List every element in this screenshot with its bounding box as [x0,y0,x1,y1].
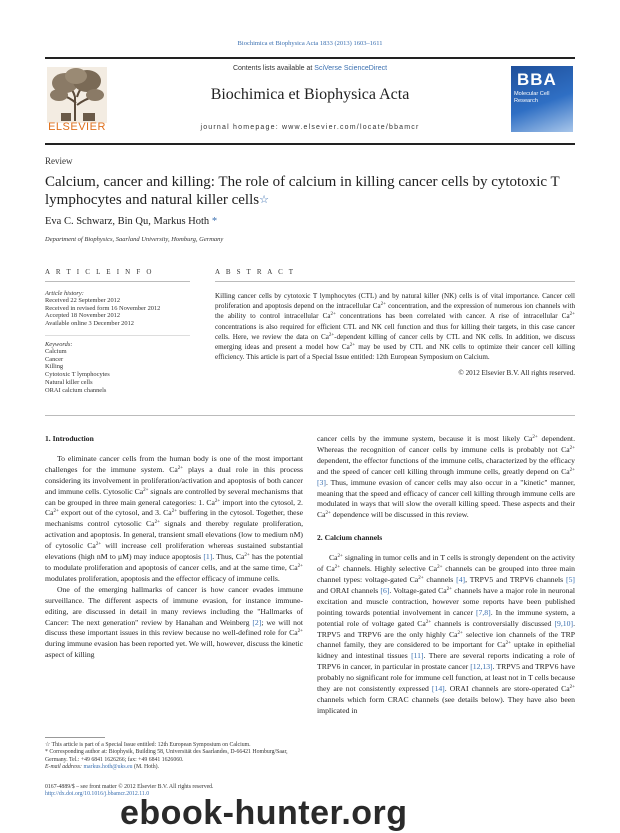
sciencedirect-link[interactable]: SciVerse ScienceDirect [314,65,388,72]
contents-line [120,65,500,72]
footnote-rule [45,737,105,738]
special-issue-note: This article is part of a Special Issue entitled: 12th European Symposium on Calcium. [51,742,251,748]
elsevier-wordmark: ELSEVIER [48,121,106,133]
title-footnote-mark[interactable]: ☆ [259,194,269,206]
header-bottom-rule [45,143,575,145]
history-received: Received 22 September 2012 [45,297,121,304]
keyword-item: Calcium [45,348,67,355]
article-type: Review [45,156,73,166]
email-suffix: (M. Hoth). [132,764,159,771]
doi-link[interactable]: http://dx.doi.org/10.1016/j.bbamcr.2012.11.0 [45,791,150,798]
keyword-item: Cancer [45,355,64,363]
cover-subtitle: Molecular Cell Research [514,91,550,104]
footnote-star-mark: ☆ [45,742,51,748]
history-online: Available online 3 December 2012 [45,320,134,328]
cover-title: BBA [517,70,557,89]
issn-line: 0167-4889/$ – see front matter © 2012 Elsevier B.V. All rights reserved. [45,784,214,790]
keyword-item: Killing [45,363,64,371]
authors-text: Eva C. Schwarz, Bin Qu, Markus Hoth [45,216,210,227]
special-issue-footnote [45,742,305,749]
journal-citation[interactable]: Biochimica et Biophysica Acta 1833 (2013) 1603–1611 [237,40,383,47]
keyword-item: Natural killer cells [45,378,93,386]
corresponding-author-mark[interactable]: * [211,216,218,227]
history-revised: Received in revised form 16 November 2012 [45,304,161,312]
article-info-heading: A R T I C L E I N F O [45,268,154,276]
keyword-item: Cytotoxic T lymphocytes [45,371,110,379]
keyword-item: ORAI calcium channels [45,386,107,394]
watermark-text: ebook-hunter.org [120,794,408,832]
corresponding-footnote [45,749,305,764]
channels-paragraph-1: $Ca^{2+}$ signaling in tumor cells and in T cells is strongly dependent on the activity of $Ca^{2+}$ channels. Highly selective $Ca^{2+}$ channels can be grouped into three main channel types: voltage-gated $Ca^{2+}$ channels [4], TRPV5 and TRPV6 channels [5] and ORAI channels [6]. Voltage-gated $Ca^{2+}$ channels have a major role in neuronal excitation and muscle contraction, however some reports have been published pointing towards potential involvement in cancer [7,8]. In the immune system, a potential role of voltage gated $Ca^{2+}$ channels is controversially discussed [9,10]. TRPV5 and TRPV6 are the only highly $Ca^{2+}$ selective ion channels of the TRP channel family, they are considered to be important for $Ca^{2+}$ uptake in epithelial kidney and intestinal tissues [11]. There are several reports indicating a role of TRPV6 in cancer, in particular in prostate cancer [12,13]. TRPV5 and TRPV6 have probably no significant role for immune cell function, at least not in T cells because they are not consistently expressed [14]. ORAI channels are store-operated $Ca^{2+}$ channels which form CRAC channels (see details below). They have also been implicated in [317,553,576,715]
keywords-block [45,341,190,394]
section-heading-introduction: 1. Introduction [45,434,94,443]
header-top-rule [45,57,575,59]
history-accepted: Accepted 18 November 2012 [45,312,121,320]
author-list [45,216,217,227]
abstract-heading: A B S T R A C T [215,268,296,276]
history-label: Article history: [45,290,84,297]
section-heading-calcium-channels: 2. Calcium channels [317,533,383,543]
footnotes [45,742,305,772]
article-info-rule [45,281,190,282]
article-title-text: Calcium, cancer and killing: The role of calcium in killing cancer cells by cytotoxic T lymphocytes and natural killer cells [45,174,560,208]
keywords-label: Keywords: [45,341,73,348]
affiliation: Department of Biophysics, Saarland University, Homburg, Germany [45,236,224,243]
abstract-body: Killing cancer cells by cytotoxic T lymphocytes (CTL) and by natural killer (NK) cells is of vital importance. Cancer cell proliferation and apoptosis depend on the intracellular $Ca^{2+}$ concentration, and the expression of numerous ion channels with the ability to control intracellular $Ca^{2+}$ concentrations has been correlated with cancer. A rise of intracellular $Ca^{2+}$ concentrations is also required for efficient CTL and NK cell function and thus for killing their targets, in this case cancer cells. Here, we review the data on $Ca^{2+}$-dependent killing of cancer cells by CTL and NK cells. In addition, we discuss emerging ideas and present a model how $Ca^{2+}$ may be used by CTL and NK cells to optimize their cancer cell killing efficiency. This article is part of a Special Issue entitled: 12th European Symposium on Calcium. [215,292,576,362]
intro-paragraph-3: cancer cells by the immune system, because it is most likely $Ca^{2+}$ dependent. Whereas the recognition of cancer cells by immune cells is probably not $Ca^{2+}$ dependent, the effector functions of the immune cells, characterized by the efficacy and the speed of cancer cell killing through immune cells, greatly depend on $Ca^{2+}$ [3]. Thus, immune evasion of cancer cells may also occur in a "kinetic" manner, meaning that the speed and efficacy of cancer cell killing through immune cells are modulated in ways that will slow the overall killing speed. These aspects and their $Ca^{2+}$ dependence will be discussed in this review. [317,434,575,520]
corresponding-note: Corresponding author at: Biophysik, Building 58, Universität des Saarlandes, D-66421 Homburg/Saar, Germany. Tel.: +49 6841 1626266; fax: +49 6841 1626060. [45,749,288,763]
tree-icon [47,67,107,123]
intro-paragraph-2: One of the emerging hallmarks of cancer is how cancer evades immune surveillance. The different aspects of immune evasion, for instance immune-editing, are discussed in detail in many reviews including the "Hallmarks of Cancer: The next generation" review by Hanahan and Weinberg [2]; we will not discuss these important issues in this review because no well-defined role for $Ca^{2+}$ during immune evasion has been reported yet. We will, however, discuss the kinetic aspect of killing [45,584,304,660]
contents-prefix: Contents lists available at [232,65,315,72]
article-history [45,290,190,328]
author-email-link[interactable]: markus.hoth@uks.eu [83,764,133,771]
journal-title: Biochimica et Biophysica Acta [210,86,410,103]
email-label: E-mail address: [45,764,84,771]
right-column [317,434,575,717]
elsevier-tree-logo [47,67,107,129]
abstract-rule [215,281,575,282]
article-title [45,173,575,209]
left-column [45,434,303,661]
keywords-divider [45,335,190,336]
abstract-copyright: © 2012 Elsevier B.V. All rights reserved. [458,369,575,377]
intro-paragraph-1: To eliminate cancer cells from the human body is one of the most important challenges for the immune system. $Ca^{2+}$ plays a dual role in this process considering its involvement in proliferation/activation and apoptosis of both cancer and immune cells. Cytosolic $Ca^{2+}$ signals are controlled by several mechanisms that can be grouped in three main general categories: 1. $Ca^{2+}$ import into the cytosol, 2. $Ca^{2+}$ export out of the cytosol, and 3. $Ca^{2+}$ buffering in the cytosol. Together, these mechanisms control cytosolic $Ca^{2+}$ signals and thereby regulate proliferation, activation and apoptosis. In general, transient small elevations (low to medium nM) of cytosolic $Ca^{2+}$ will increase cell proliferation whereas sustained substantial elevations (high nM to μM) may induce apoptosis [1]. Thus, $Ca^{2+}$ has the potential to modulate proliferation and apoptosis of cancer cells, and at the same time, $Ca^{2+}$ modulates proliferation, apoptosis and the effector efficacy of immune cells. [45,453,304,583]
email-footnote [45,764,305,771]
journal-homepage[interactable]: journal homepage: www.elsevier.com/locate/bbamcr [200,124,420,131]
front-matter-rule [45,415,575,416]
footnote-asterisk-mark: * [45,749,48,756]
